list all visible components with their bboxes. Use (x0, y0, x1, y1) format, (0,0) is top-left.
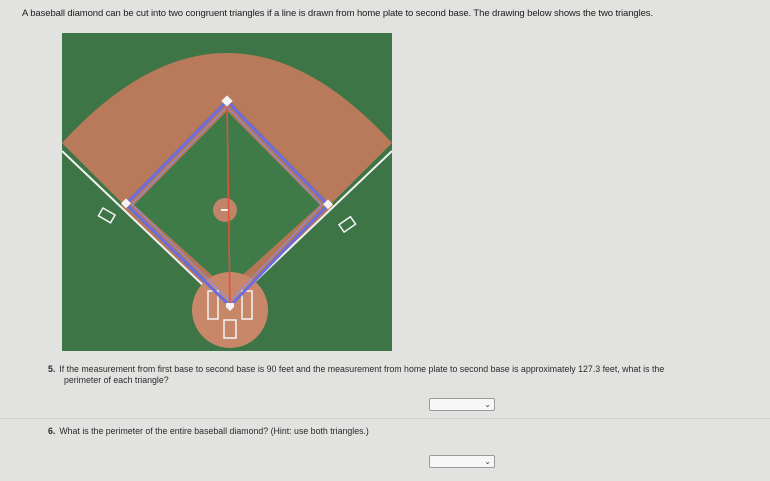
chevron-down-icon: ⌄ (484, 457, 491, 466)
question-5-text-line2: perimeter of each triangle? (64, 375, 169, 385)
question-5 (48, 364, 763, 386)
question-5-number: 5. (48, 364, 56, 374)
question-6 (48, 426, 763, 437)
question-6-number: 6. (48, 426, 56, 436)
question-6-text: What is the perimeter of the entire baseball diamond? (Hint: use both triangles.) (59, 426, 369, 436)
baseball-diamond-figure (62, 33, 392, 351)
chevron-down-icon: ⌄ (484, 400, 491, 409)
question-5-text-line1: If the measurement from first base to second base is 90 feet and the measurement from home plate to second base is approximately 127.3 feet, what is the (59, 364, 665, 374)
intro-text: A baseball diamond can be cut into two congruent triangles if a line is drawn from home plate to second base. The drawing below shows the two triangles. (22, 8, 653, 19)
question-divider (0, 418, 770, 419)
question-5-answer-dropdown[interactable] (429, 398, 495, 411)
question-6-answer-dropdown[interactable] (429, 455, 495, 468)
